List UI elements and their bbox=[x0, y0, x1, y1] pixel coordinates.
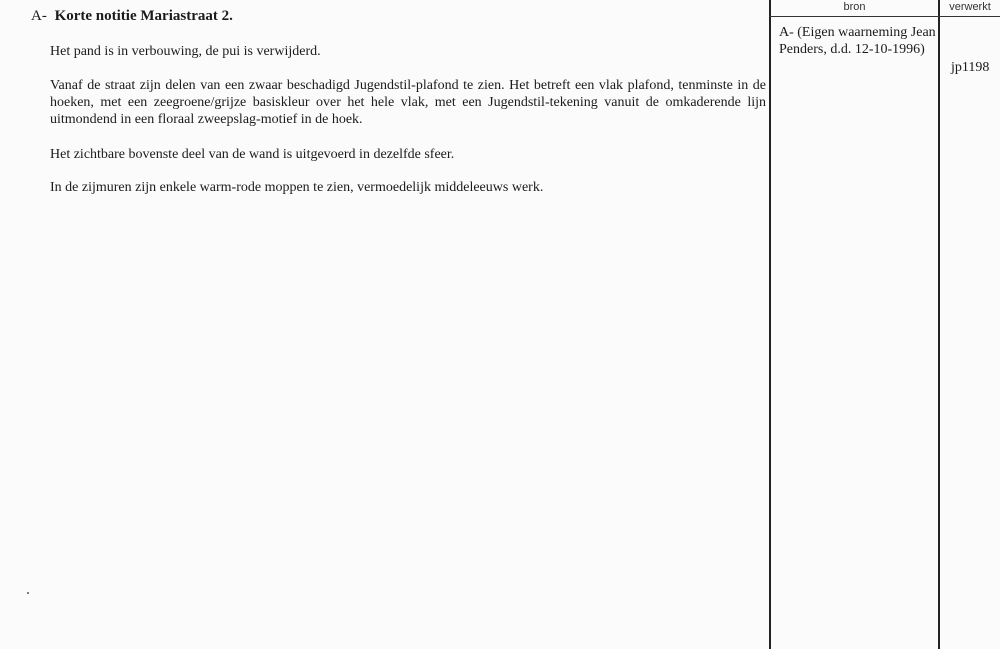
section-heading bbox=[31, 8, 233, 25]
paragraph: Het pand is in verbouwing, de pui is verwijderd. bbox=[50, 44, 321, 59]
paragraph: In de zijmuren zijn enkele warm-rode moppen te zien, vermoedelijk middeleeuws werk. bbox=[50, 180, 544, 195]
column-divider-verwerkt bbox=[938, 0, 940, 649]
bron-entry: A- (Eigen waarneming Jean Penders, d.d. 12-10-1996) bbox=[779, 25, 936, 57]
bron-column-header: bron bbox=[843, 1, 866, 13]
heading-prefix: A- bbox=[31, 8, 47, 24]
verwerkt-entry: jp1198 bbox=[951, 60, 990, 75]
paragraph: Vanaf de straat zijn delen van een zwaar beschadigd Jugendstil-plafond te zien. Het betreft een vlak plafond, tenminste in de hoeken, met een zeegroene/grijze basiskleur over het hele vlak, met een Jugendstil-tekening vanuit de omkaderende lijn uitmondend in een floraal zweepslag-motief in de hoek. bbox=[50, 78, 766, 127]
heading-title: Korte notitie Mariastraat 2. bbox=[54, 8, 233, 24]
column-divider-bron bbox=[769, 0, 771, 649]
paragraph: Het zichtbare bovenste deel van de wand is uitgevoerd in dezelfde sfeer. bbox=[50, 147, 455, 162]
scan-speck bbox=[27, 592, 29, 594]
verwerkt-column-header: verwerkt bbox=[949, 1, 991, 13]
header-rule bbox=[769, 16, 1000, 17]
